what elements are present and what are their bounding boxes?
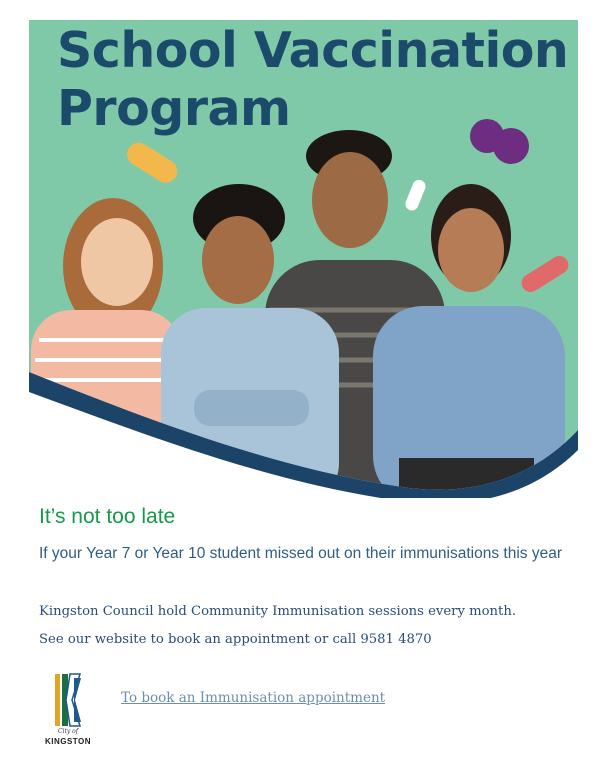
kingston-logo-icon <box>40 672 96 728</box>
tagline-heading: It’s not too late <box>39 505 176 528</box>
hero-title <box>57 22 568 138</box>
intro-text: If your Year 7 or Year 10 student missed out on their immunisations this year <box>39 545 562 562</box>
booking-info-text: See our website to book an appointment or call 9581 4870 <box>39 632 432 647</box>
hero-title-line-2: Program <box>57 80 291 137</box>
logo-name-text: KINGSTON <box>44 737 92 746</box>
hero-title-line-1: School Vaccination <box>57 22 569 79</box>
hero-banner <box>29 20 578 498</box>
logo-small-text: City of <box>57 728 79 735</box>
white-capsule-shape <box>403 178 427 213</box>
sessions-info-text: Kingston Council hold Community Immunisation sessions every month. <box>39 604 517 619</box>
orange-capsule-shape <box>123 138 182 187</box>
city-of-kingston-logo <box>40 672 96 752</box>
student-4-figure <box>373 184 565 498</box>
red-capsule-shape <box>518 253 572 296</box>
book-appointment-link[interactable]: To book an Immunisation appointment <box>121 690 386 706</box>
